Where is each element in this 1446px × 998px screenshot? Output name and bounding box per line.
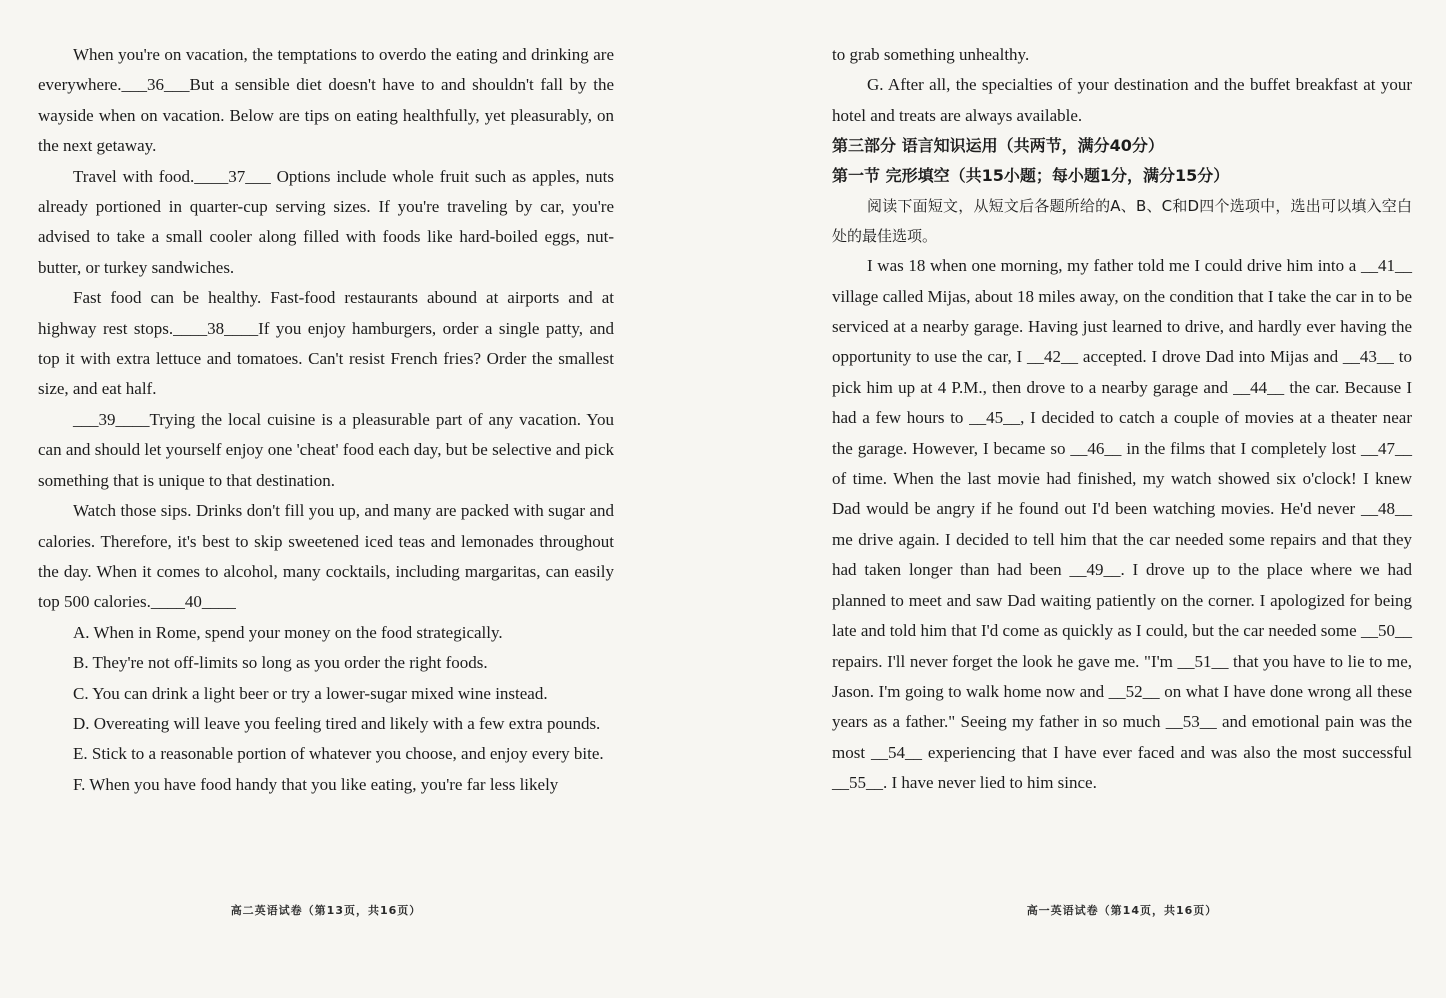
cloze-instructions: 阅读下面短文，从短文后各题所给的A、B、C和D四个选项中，选出可以填入空白处的最佳选项。 (832, 197, 1412, 246)
right-page (832, 0, 1412, 998)
option-f-continuation: to grab something unhealthy. (832, 45, 1030, 64)
subsection-heading: 第一节 完形填空（共15小题；每小题1分，满分15分） (832, 166, 1230, 186)
option-g: G. After all, the specialties of your destination and the buffet breakfast at your hotel and treats are always available. (832, 75, 1412, 125)
watch-sips-paragraph: Watch those sips. Drinks don't fill you up, and many are packed with sugar and calories. Therefore, it's best to skip sweetened iced teas and lemonades throughout the day. When it comes to alcohol, many cocktails, including margaritas, can easily top 500 calories.____40____ (38, 501, 614, 612)
local-cuisine-paragraph: ___39____Trying the local cuisine is a pleasurable part of any vacation. You can and should let yourself enjoy one 'cheat' food each day, but be selective and pick something that is unique to that destination. (38, 409, 614, 490)
right-page-text (832, 40, 1412, 799)
right-page-footer: 高一英语试卷（第14页，共16页） (1026, 904, 1218, 917)
cloze-passage: I was 18 when one morning, my father told me I could drive him into a __41__ village called Mijas, about 18 miles away, on the condition that I take the car in to be serviced at a nearby garage. Having just learned to drive, and hardly ever having the opportunity to use the car, I __42__ accepted. I drove Dad into Mijas and __43__ to pick him up at 4 P.M., then drove to a nearby garage and __44__ the car. Because I had a few hours to __45__, I decided to catch a couple of movies at a theater near the garage. However, I became so __46__ in the films that I completely lost __47__ of time. When the last movie had finished, my watch showed six o'clock! I knew Dad would be angry if he found out I'd been watching movies. He'd never __48__ me drive again. I decided to tell him that the car needed some repairs and that they had taken longer than had been __49__. I drove up to the place where we had planned to meet and saw Dad waiting patiently on the corner. I apologized for being late and told him that I'd come as quickly as I could, but the car needed some __50__ repairs. I'll never forget the look he gave me. "I'm __51__ that you have to lie to me, Jason. I'm going to walk home now and __52__ on what I have done wrong all these years as a father." Seeing my father in so much __53__ and emotional pain was the most __54__ experiencing that I have ever faced and was also the most successful __55__. I have never lied to him since. (832, 256, 1412, 793)
option-e: E. Stick to a reasonable portion of whatever you choose, and enjoy every bite. (73, 744, 604, 764)
left-page (38, 0, 614, 998)
intro-paragraph: When you're on vacation, the temptations to overdo the eating and drinking are everywhere.___36___But a sensible diet doesn't have to and shouldn't fall by the wayside when on vacation. Below are tips on eating healthfully, yet pleasurably, on the next getaway. (38, 45, 614, 156)
option-c: C. You can drink a light beer or try a lower-sugar mixed wine instead. (73, 683, 548, 703)
option-a: A. When in Rome, spend your money on the food strategically. (73, 622, 503, 642)
section-heading: 第三部分 语言知识运用（共两节，满分40分） (832, 136, 1164, 156)
travel-food-paragraph: Travel with food.____37___ Options include whole fruit such as apples, nuts already portioned in quarter-cup serving sizes. If you're traveling by car, you're advised to take a small cooler along filled with foods like hard-boiled eggs, nut-butter, or turkey sandwiches. (38, 166, 614, 277)
option-d: D. Overeating will leave you feeling tired and likely with a few extra pounds. (73, 713, 601, 733)
fast-food-paragraph: Fast food can be healthy. Fast-food restaurants abound at airports and at highway rest stops.____38____If you enjoy hamburgers, order a single patty, and top it with extra lettuce and tomatoes. Can't resist French fries? Order the smallest size, and eat half. (38, 288, 614, 399)
option-f: F. When you have food handy that you like eating, you're far less likely (73, 774, 559, 794)
left-page-text (38, 40, 614, 800)
option-b: B. They're not off-limits so long as you order the right foods. (73, 653, 488, 673)
left-page-footer: 高二英语试卷（第13页，共16页） (230, 904, 422, 917)
